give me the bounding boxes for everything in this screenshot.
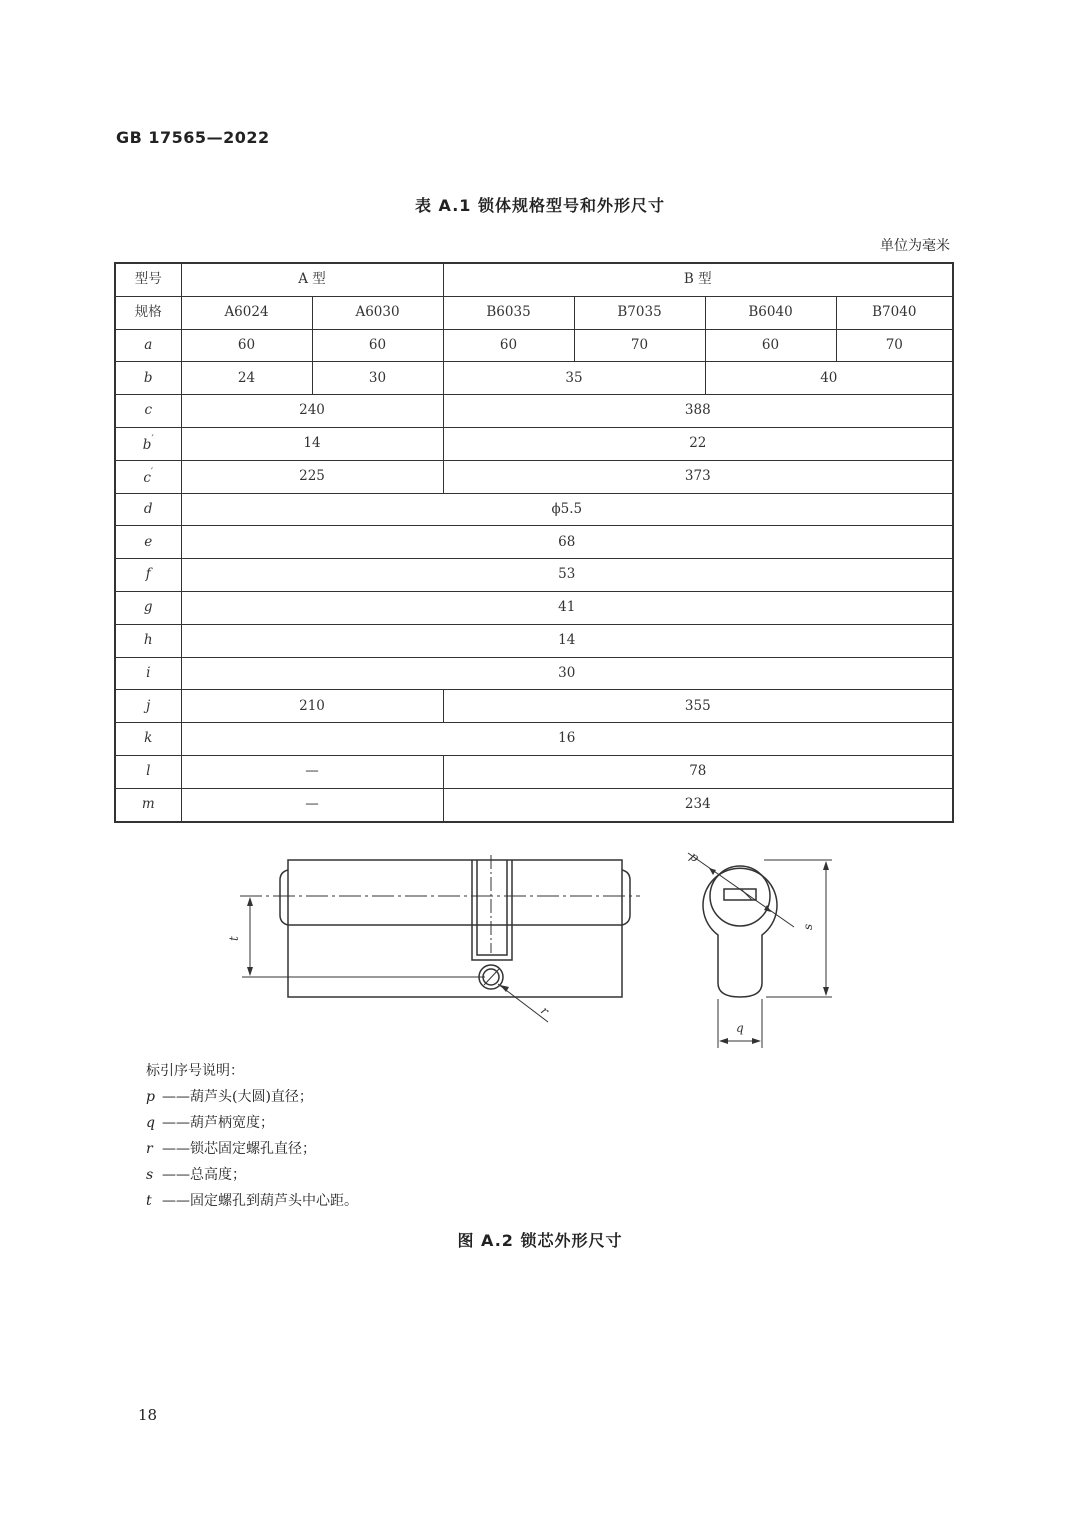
table-cell: 53 <box>181 559 953 592</box>
dimension-label-p: p <box>687 848 702 865</box>
row-label: l <box>115 755 181 788</box>
model-cell: B6040 <box>705 296 836 329</box>
row-label-letter: c <box>143 469 151 486</box>
arrow-icon <box>823 987 829 996</box>
legend-item <box>146 1110 358 1136</box>
end-view <box>688 853 832 1048</box>
prime-mark: ′ <box>150 466 154 478</box>
table-cell: 60 <box>181 329 312 362</box>
row-label: 规格 <box>115 296 181 329</box>
table-cell: 70 <box>836 329 953 362</box>
legend-item <box>146 1136 358 1162</box>
model-cell: A6024 <box>181 296 312 329</box>
table-cell: 14 <box>181 624 953 657</box>
table-cell: 24 <box>181 362 312 395</box>
dimension-label-q: q <box>736 1021 744 1035</box>
type-b-header: B 型 <box>443 263 953 296</box>
table-cell: ϕ5.5 <box>181 493 953 526</box>
keyhole-profile <box>703 868 777 997</box>
dimension-label-s: s <box>801 923 815 930</box>
legend-text: ——锁芯固定螺孔直径； <box>162 1141 316 1157</box>
table-title: 表 A.1 锁体规格型号和外形尺寸 <box>414 196 666 215</box>
row-label: h <box>115 624 181 657</box>
legend-title: 标引序号说明： <box>146 1063 244 1079</box>
legend-item <box>146 1084 358 1110</box>
row-label: d <box>115 493 181 526</box>
keyway-slot <box>724 889 756 900</box>
arrow-icon <box>823 861 829 870</box>
left-end-cap <box>280 870 288 925</box>
side-view-arrows <box>247 897 509 992</box>
row-label: m <box>115 788 181 821</box>
table-cell: 30 <box>181 657 953 690</box>
row-label: j <box>115 690 181 723</box>
type-a-header: A 型 <box>181 263 443 296</box>
table-cell: 78 <box>443 755 953 788</box>
table-cell: 240 <box>181 395 443 428</box>
legend-symbol: r <box>146 1141 153 1157</box>
model-cell: B6035 <box>443 296 574 329</box>
table-cell: — <box>181 755 443 788</box>
table-cell: 70 <box>574 329 705 362</box>
figure-caption: 图 A.2 锁芯外形尺寸 <box>457 1231 623 1250</box>
cylinder-outline <box>288 860 622 997</box>
row-label: 型号 <box>115 263 181 296</box>
table-cell: 30 <box>312 362 443 395</box>
model-cell: A6030 <box>312 296 443 329</box>
arrow-icon <box>764 905 771 912</box>
table-cell: 388 <box>443 395 953 428</box>
cam-slot-outer <box>472 860 512 960</box>
arrow-icon <box>247 967 253 976</box>
side-view <box>240 855 640 1022</box>
table-cell: 355 <box>443 690 953 723</box>
cam-slot-inner <box>477 860 507 955</box>
dimension-label-t: t <box>227 936 241 941</box>
table-cell: 40 <box>705 362 953 395</box>
model-cell: B7035 <box>574 296 705 329</box>
row-label: i <box>115 657 181 690</box>
row-label: e <box>115 526 181 559</box>
legend-symbol: p <box>146 1089 155 1105</box>
model-cell: B7040 <box>836 296 953 329</box>
table-cell: 68 <box>181 526 953 559</box>
row-label: k <box>115 723 181 756</box>
table-cell: — <box>181 788 443 821</box>
table-cell: 60 <box>443 329 574 362</box>
arrow-icon <box>719 1038 728 1044</box>
table-cell: 60 <box>705 329 836 362</box>
row-label: c <box>115 395 181 428</box>
dimension-label-r: r <box>538 1003 552 1018</box>
table-cell: 225 <box>181 460 443 493</box>
legend-symbol: s <box>146 1167 154 1183</box>
row-label: f <box>115 559 181 592</box>
arrow-icon <box>752 1038 761 1044</box>
legend-symbol: q <box>146 1115 155 1131</box>
table-cell: 35 <box>443 362 705 395</box>
row-label-letter: b <box>142 437 152 454</box>
table-cell: 373 <box>443 460 953 493</box>
right-end-cap <box>622 870 630 925</box>
legend-text: ——葫芦柄宽度； <box>162 1115 274 1131</box>
legend-text: ——固定螺孔到葫芦头中心距。 <box>162 1193 358 1209</box>
table-cell: 41 <box>181 591 953 624</box>
arrow-icon <box>247 897 253 906</box>
legend-item <box>146 1162 358 1188</box>
row-label: g <box>115 591 181 624</box>
legend-item <box>146 1188 358 1214</box>
table-cell: 60 <box>312 329 443 362</box>
table-cell: 210 <box>181 690 443 723</box>
arrow-icon <box>709 868 716 875</box>
table-cell: 234 <box>443 788 953 821</box>
table-cell: 14 <box>181 427 443 460</box>
legend-text: ——葫芦头(大圆)直径； <box>162 1089 313 1105</box>
standard-id: GB 17565—2022 <box>116 128 270 147</box>
table-cell: 16 <box>181 723 953 756</box>
legend-symbol: t <box>146 1193 152 1209</box>
prime-mark: ′ <box>151 434 154 446</box>
row-label: b <box>115 362 181 395</box>
page-number: 18 <box>138 1406 158 1424</box>
row-label: a <box>115 329 181 362</box>
unit-note: 单位为毫米 <box>880 238 950 254</box>
table-cell: 22 <box>443 427 953 460</box>
legend <box>146 1058 358 1214</box>
legend-text: ——总高度； <box>162 1167 246 1183</box>
